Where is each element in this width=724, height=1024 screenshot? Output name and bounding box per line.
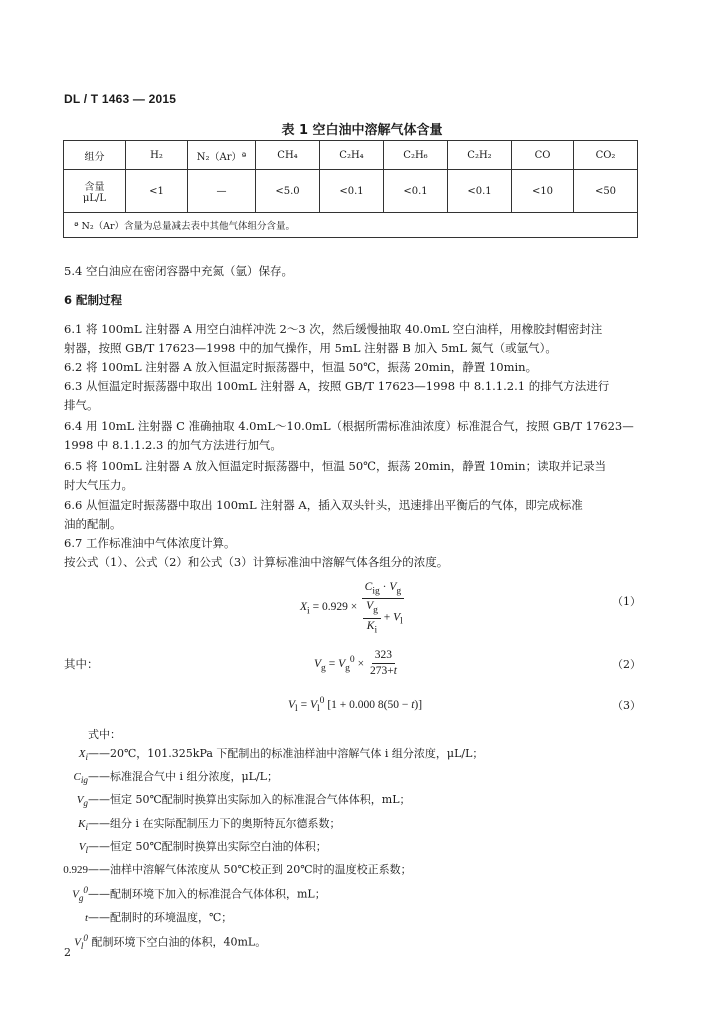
clause-6-3-line2: 排气。: [64, 398, 99, 412]
table-row: [64, 170, 638, 213]
definition-item: [50, 837, 483, 860]
table-footnote-row: [64, 213, 638, 238]
clause-6-5-line1: 6.5 将 100mL 注射器 A 放入恒温定时振荡器中，恒温 50℃，振荡 20min，静置 10min；读取并记录当: [64, 459, 607, 473]
definition-symbol: $V_g$: [76, 794, 88, 809]
definition-item: [50, 767, 483, 790]
definition-symbol: 0.929: [63, 863, 88, 876]
header-cell: C₂H₄: [320, 141, 384, 170]
clause-6-6-line1: 6.6 从恒温定时振荡器中取出 100mL 注射器 A，插入双头针头，迅速排出平衡后的气体，即完成标准: [64, 498, 583, 512]
clause-6-4-line2: 1998 中 8.1.1.2.3 的加气方法进行加气。: [64, 438, 282, 452]
definition-symbol: $V_l^0$: [74, 932, 88, 951]
table-header-row: [64, 141, 638, 170]
definition-item: [50, 814, 483, 837]
equation-2: $V_g = V_g^0$ × $\frac{323}{273+t}$: [314, 649, 397, 677]
gas-content-table: [63, 140, 638, 238]
clause-6-3-line1: 6.3 从恒温定时振荡器中取出 100mL 注射器 A，按照 GB/T 17623—1998 中 8.1.1.2.1 的排气方法进行: [64, 379, 610, 393]
definition-item: [50, 744, 483, 767]
value-cell: <0.1: [384, 170, 448, 213]
calculation-intro: 按公式（1）、公式（2）和公式（3）计算标准油中溶解气体各组分的浓度。: [64, 555, 449, 569]
value-cell: <1: [126, 170, 188, 213]
header-cell: 组分: [64, 141, 126, 170]
header-cell: C₂H₂: [448, 141, 512, 170]
equation-3: $V_l = V_l^0$ [1 + 0.000 8(50 − t)]: [288, 695, 423, 715]
definition-item: [50, 908, 483, 928]
document-header: DL / T 1463 — 2015: [64, 92, 177, 106]
definition-symbol: $V_g^0$: [72, 884, 88, 903]
definition-symbol: $C_{ig}$: [73, 771, 88, 786]
header-cell: C₂H₆: [384, 141, 448, 170]
definition-symbol: t: [84, 911, 88, 924]
definition-item: [50, 860, 483, 880]
definition-text: ——20℃，101.325kPa 下配制出的标准油样油中溶解气体 i 组分浓度，μL/L；: [88, 747, 484, 760]
definition-text: ——组分 i 在实际配制压力下的奥斯特瓦尔德系数；: [88, 816, 341, 830]
header-cell: CO: [512, 141, 574, 170]
value-cell: <0.1: [448, 170, 512, 213]
definitions-intro: 式中：: [88, 728, 121, 741]
clause-6-1-line1: 6.1 将 100mL 注射器 A 用空白油样冲洗 2～3 次，然后缓慢抽取 40.0mL 空白油样，用橡胶封帽密封注: [64, 322, 603, 336]
equation-2-number: （2）: [612, 658, 641, 671]
definition-text: ——配制时的环境温度，℃；: [88, 910, 233, 924]
header-cell: H₂: [126, 141, 188, 170]
definition-text: ——恒定 50℃配制时换算出实际空白油的体积；: [88, 839, 327, 853]
page-number: 2: [64, 946, 71, 959]
clause-6-7: 6.7 工作标准油中气体浓度计算。: [64, 536, 236, 550]
clause-6-1-line2: 射器，按照 GB/T 17623—1998 中的加气操作，用 5mL 注射器 B 加入 5mL 氮气（或氩气）。: [64, 341, 557, 355]
value-cell: <5.0: [256, 170, 320, 213]
table-caption: 表 1 空白油中溶解气体含量: [281, 123, 443, 138]
table-footnote: ª N₂（Ar）含量为总量减去表中其他气体组分含量。: [64, 213, 638, 238]
definition-text: ——标准混合气中 i 组分浓度，μL/L；: [88, 770, 278, 784]
row-label-cell: [64, 170, 126, 213]
value-cell: <50: [574, 170, 638, 213]
header-cell: N₂（Ar）ª: [188, 141, 256, 170]
row-label: 含量: [84, 182, 105, 193]
header-cell: CO₂: [574, 141, 638, 170]
definition-text: ——油样中溶解气体浓度从 50℃校正到 20℃时的温度校正系数；: [88, 862, 412, 876]
definition-item: [50, 928, 483, 956]
value-cell: —: [188, 170, 256, 213]
definition-text: ——配制环境下加入的标准混合气体体积，mL；: [88, 887, 326, 901]
clause-5-4: 5.4 空白油应在密闭容器中充氮（氩）保存。: [64, 264, 293, 278]
definition-symbol: $K_i$: [78, 817, 88, 832]
equation-3-number: （3）: [612, 699, 641, 712]
definition-item: [50, 880, 483, 908]
definition-text: 配制环境下空白油的体积，40mL。: [88, 935, 267, 949]
equation-1-number: （1）: [612, 595, 641, 608]
definition-list: [50, 744, 483, 956]
row-unit: μL/L: [82, 193, 107, 204]
definition-text: ——恒定 50℃配制时换算出实际加入的标准混合气体体积，mL；: [88, 793, 411, 807]
definition-symbol: $X_i$: [78, 748, 88, 763]
definition-symbol: $V_l$: [78, 840, 88, 855]
section-6-heading: 6 配制过程: [64, 293, 123, 307]
clause-6-6-line2: 油的配制。: [64, 517, 122, 531]
header-cell: CH₄: [256, 141, 320, 170]
clause-6-5-line2: 时大气压力。: [64, 478, 133, 492]
definition-item: [50, 790, 483, 813]
clause-6-2: 6.2 将 100mL 注射器 A 放入恒温定时振荡器中，恒温 50℃，振荡 20min，静置 10min。: [64, 360, 538, 374]
value-cell: <10: [512, 170, 574, 213]
where-label: 其中：: [64, 657, 99, 671]
value-cell: <0.1: [320, 170, 384, 213]
clause-6-4-line1: 6.4 用 10mL 注射器 C 准确抽取 4.0mL～10.0mL（根据所需标准油浓度）标准混合气，按照 GB/T 17623—: [64, 419, 634, 433]
equation-1: $X_i = 0.929$ × $C_{ig} \cdot V_g$ $\frac{V_g}{K_i}$ + $V_l$: [300, 581, 403, 635]
